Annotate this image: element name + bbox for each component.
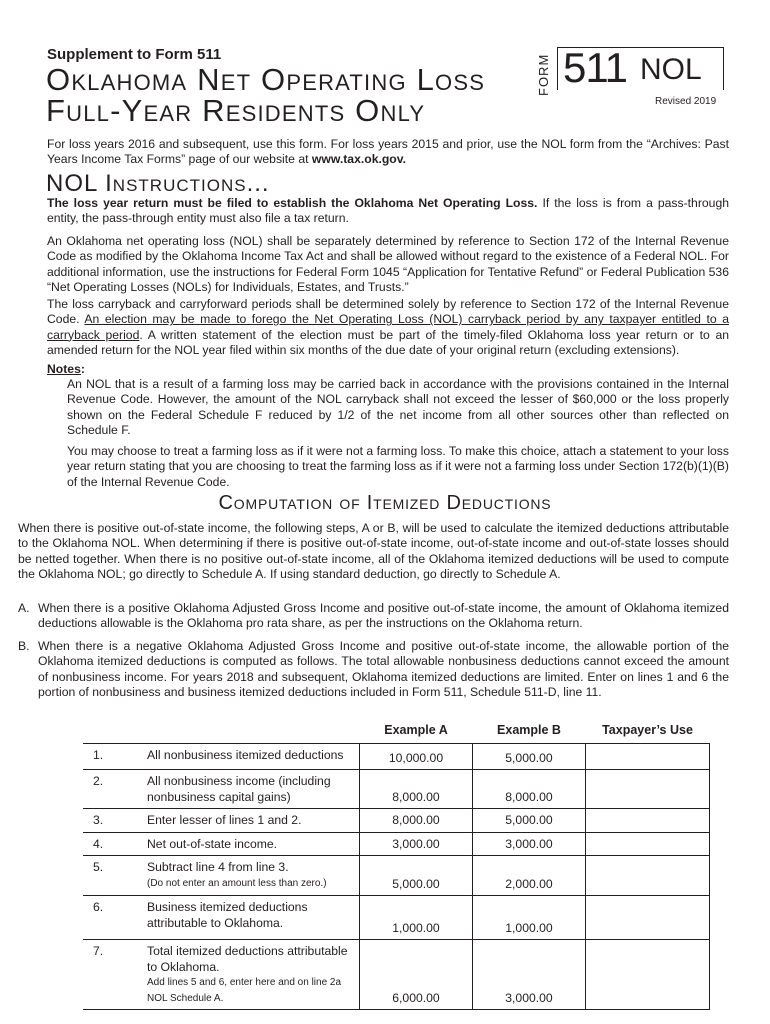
line-number: 6. <box>83 896 143 940</box>
example-b-value: 3,000.00 <box>473 832 586 856</box>
note-1: An NOL that is a result of a farming loss may be carried back in accordance with the provisions contained in the Internal Revenue Code. However, the amount of the NOL carryback shall not exceed the lesser of $60,000 or the loss properly shown on the Federal Schedule F reduced by 1/2 of the net income from all other sources other than reflected on Schedule F. <box>67 377 729 437</box>
line-number: 7. <box>83 940 143 1010</box>
nol-paragraph-1 <box>47 196 729 227</box>
nol-paragraph-3 <box>47 297 729 358</box>
step-a-label: A. <box>18 601 30 615</box>
table-row <box>83 809 710 833</box>
example-a-value: 8,000.00 <box>360 809 473 833</box>
taxpayer-use-input[interactable] <box>586 744 710 770</box>
line-description: Subtract line 4 from line 3. <box>147 860 289 874</box>
example-a-value: 1,000.00 <box>360 896 473 940</box>
example-b-value: 5,000.00 <box>473 744 586 770</box>
step-b <box>18 639 729 700</box>
line-note: (Do not enter an amount less than zero.) <box>147 877 327 889</box>
nol-p3-underlined: An election may be made to forego the Net Operating Loss (NOL) carryback period by any taxpayer entitled to a carryback period <box>47 312 729 342</box>
col-header-taxpayer-use: Taxpayer’s Use <box>602 723 693 737</box>
title-line-2: Full-Year Residents Only <box>46 93 426 128</box>
example-a-value: 5,000.00 <box>360 856 473 896</box>
table-row <box>83 832 710 856</box>
title-line-1: Oklahoma Net Operating Loss <box>46 62 486 97</box>
note-2: You may choose to treat a farming loss as if it were not a farming loss. To make this choice, attach a statement to your loss year return stating that you are choosing to treat the farming loss as if it were not a farming loss under Section 172(b)(1)(B) of the Internal Revenue Code. <box>67 444 729 489</box>
table-row <box>83 744 710 770</box>
website-link[interactable]: www.tax.ok.gov. <box>311 152 407 167</box>
notes-label: Notes <box>47 362 81 376</box>
example-a-value: 6,000.00 <box>360 940 473 1010</box>
taxpayer-use-input[interactable] <box>586 896 710 940</box>
line-description: Total itemized deductions attributable to Oklahoma. <box>147 944 348 974</box>
table-row <box>83 896 710 940</box>
table-row <box>83 856 710 896</box>
notes-heading <box>47 362 729 377</box>
itemized-paragraph: When there is positive out-of-state income, the following steps, A or B, will be used to calculate the itemized deductions attributable to the Oklahoma NOL. When determining if there is positive out-of-state income, out-of-state income and out-of-state losses should be netted together. When there is no positive out-of-state income, all of the Oklahoma itemized deductions will be used to compute the Oklahoma NOL; go directly to Schedule A. If using standard deduction, go directly to Schedule A. <box>18 521 729 581</box>
line-description: All nonbusiness income (including nonbusiness capital gains) <box>143 770 360 809</box>
example-b-value: 3,000.00 <box>473 940 586 1010</box>
line-note: Add lines 5 and 6, enter here and on line 2a NOL Schedule A. <box>147 977 342 1004</box>
nol-p3-a: The loss carryback and carryforward periods shall be determined solely by reference to Section 172 of the Internal Revenue Code. <box>47 297 729 327</box>
step-b-label: B. <box>18 639 30 653</box>
form-number: 511 <box>563 44 627 91</box>
nol-instructions-heading: NOL Instructions... <box>46 170 270 197</box>
taxpayer-use-input[interactable] <box>586 809 710 833</box>
taxpayer-use-input[interactable] <box>586 856 710 896</box>
form-suffix: NOL <box>640 53 702 86</box>
line-number: 3. <box>83 809 143 833</box>
line-description: Net out-of-state income. <box>143 832 360 856</box>
nol-p1-rest: If the loss is from a pass-through entity, the pass-through entity must also file a tax return. <box>47 196 730 226</box>
line-number: 1. <box>83 744 143 770</box>
example-b-value: 8,000.00 <box>473 770 586 809</box>
nol-p3-b: . A written statement of the election must be part of the timely-filed Oklahoma loss year return or to an amended return for the NOL year filed within six months of the due date of your original return (excluding extensions). <box>47 327 730 357</box>
taxpayer-use-input[interactable] <box>586 770 710 809</box>
table-row <box>83 770 710 809</box>
revised-date: Revised 2019 <box>655 96 717 107</box>
step-b-text: When there is a negative Oklahoma Adjusted Gross Income and positive out-of-state income, the allowable portion of the Oklahoma itemized deductions is computed as follows. The total allowable nonbusiness deductions cannot exceed the amount of nonbusiness income. For years 2018 and subsequent, Oklahoma itemized deductions are limited. Enter on lines 1 and 6 the portion of nonbusiness and business itemized deductions included in Form 511, Schedule 511-D, line 11. <box>38 639 729 699</box>
notes-colon: : <box>80 362 85 376</box>
table-row <box>83 940 710 1010</box>
example-b-value: 2,000.00 <box>473 856 586 896</box>
line-description: Business itemized deductions attributable to Oklahoma. <box>143 896 360 940</box>
form-word: FORM <box>536 53 551 96</box>
supplement-label: Supplement to Form 511 <box>47 46 222 63</box>
step-a-text: When there is a positive Oklahoma Adjusted Gross Income and positive out-of-state income, the amount of Oklahoma itemized deductions allowable is the Oklahoma pro rata share, as per the instructions on the Oklahoma return. <box>38 601 729 631</box>
line-number: 4. <box>83 832 143 856</box>
example-a-value: 3,000.00 <box>360 832 473 856</box>
line-description: Enter lesser of lines 1 and 2. <box>143 809 360 833</box>
nol-paragraph-2: An Oklahoma net operating loss (NOL) shall be separately determined by reference to Section 172 of the Internal Revenue Code as modified by the Oklahoma Income Tax Act and shall be allowed without regard to the existence of a Federal NOL. For additional information, use the instructions for Federal Form 1045 “Application for Tentative Refund” or Federal Publication 536 “Net Operating Losses (NOLs) for Individuals, Estates, and Trusts.” <box>47 234 729 294</box>
computation-table <box>83 719 710 1010</box>
example-a-value: 8,000.00 <box>360 770 473 809</box>
intro-paragraph <box>47 137 729 168</box>
col-header-example-a: Example A <box>384 723 448 737</box>
intro-text: For loss years 2016 and subsequent, use this form. For loss years 2015 and prior, use the NOL form from the “Archives: Past Years Income Tax Forms” page of our website at <box>47 137 729 167</box>
line-description-cell <box>143 940 360 1010</box>
taxpayer-use-input[interactable] <box>586 940 710 1010</box>
example-b-value: 5,000.00 <box>473 809 586 833</box>
line-description: All nonbusiness itemized deductions <box>143 744 360 770</box>
taxpayer-use-input[interactable] <box>586 832 710 856</box>
example-a-value: 10,000.00 <box>360 744 473 770</box>
example-b-value: 1,000.00 <box>473 896 586 940</box>
step-a <box>18 601 729 632</box>
nol-p1-bold: The loss year return must be filed to establish the Oklahoma Net Operating Loss. <box>47 196 538 210</box>
col-header-example-b: Example B <box>497 723 561 737</box>
line-number: 2. <box>83 770 143 809</box>
line-number: 5. <box>83 856 143 896</box>
itemized-heading: Computation of Itemized Deductions <box>218 492 552 514</box>
line-description-cell <box>143 856 360 896</box>
